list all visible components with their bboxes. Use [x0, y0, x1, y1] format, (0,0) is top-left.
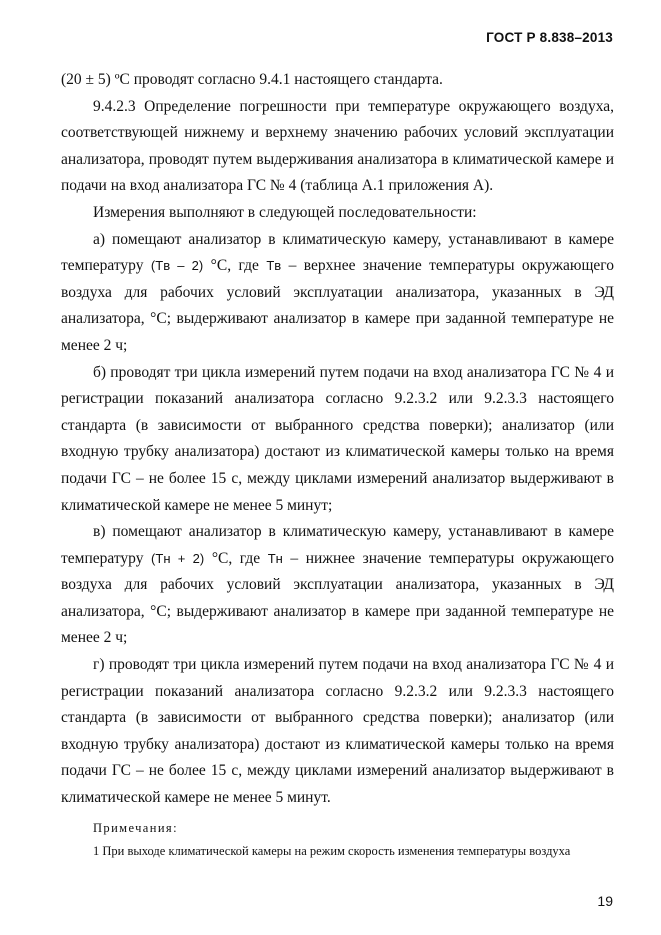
item-v-end: – нижнее значение температуры окружающего воздуха для рабочих условий эксплуатации анализатора, указанных в ЭД анализатора, °С; выдерживают анализатор в камере при заданной температуре не менее 2 ч;: [61, 549, 614, 647]
note-1: 1 При выходе климатической камеры на режим скорость изменения температуры воздуха: [93, 843, 571, 858]
item-v-formula: (Tн + 2): [151, 550, 205, 566]
item-v-start: в) помещают анализатор в климатическую камеру, устанавливают в камере температуру: [61, 523, 614, 567]
notes-heading: Примечания:: [93, 820, 178, 835]
item-a-start: а) помещают анализатор в климатическую камеру, устанавливают в камере температуру: [61, 230, 614, 275]
paragraph-9-4-2-3: 9.4.2.3 Определение погрешности при температуре окружающего воздуха, соответствующей нижнему и верхнему значению рабочих условий эксплуатации анализатора, проводят путем выдерживания анализатора в климатической камере и подачи на вход анализатора ГС № 4 (таблица А.1 приложения А).: [61, 97, 614, 195]
list-item-b: б) проводят три цикла измерений путем подачи на вход анализатора ГС № 4 и регистрации показаний анализатора согласно 9.2.3.2 или 9.2.3.3 настоящего стандарта (в зависимости от выбранного средства поверки); анализатор (или входную трубку анализатора) достают из климатической камеры только на время подачи ГС – не более 15 с, между циклами измерений анализатор выдерживают в климатической камере не менее 5 минут;: [61, 363, 614, 514]
item-a-symbol: Tв: [266, 258, 282, 274]
document-header: ГОСТ Р 8.838–2013: [486, 30, 613, 45]
item-v-symbol: Tн: [267, 550, 283, 566]
list-item-v: [61, 519, 614, 652]
item-a-end: – верхнее значение температуры окружающего воздуха для рабочих условий эксплуатации анализатора, указанных в ЭД анализатора, °С; выдерживают анализатор в камере при заданной температуре не менее 2 ч;: [61, 257, 614, 354]
paragraph-continuation: (20 ± 5) ºС проводят согласно 9.4.1 настоящего стандарта.: [61, 71, 443, 88]
body-text: [61, 67, 614, 862]
list-item-g: г) проводят три цикла измерений путем подачи на вход анализатора ГС № 4 и регистрации показаний анализатора согласно 9.2.3.2 или 9.2.3.3 настоящего стандарта (в зависимости от выбранного средства поверки); анализатор (или входную трубку анализатора) достают из климатической камеры только на время подачи ГС – не более 15 с, между циклами измерений анализатор выдерживают в климатической камере не менее 5 минут.: [61, 656, 614, 807]
item-a-mid: °С, где: [203, 257, 267, 275]
item-a-formula: (Tв – 2): [150, 258, 204, 274]
item-v-mid: °С, где: [204, 549, 268, 567]
paragraph-sequence-intro: Измерения выполняют в следующей последовательности:: [93, 203, 477, 221]
page-number: 19: [597, 893, 613, 909]
list-item-a: [61, 227, 614, 360]
